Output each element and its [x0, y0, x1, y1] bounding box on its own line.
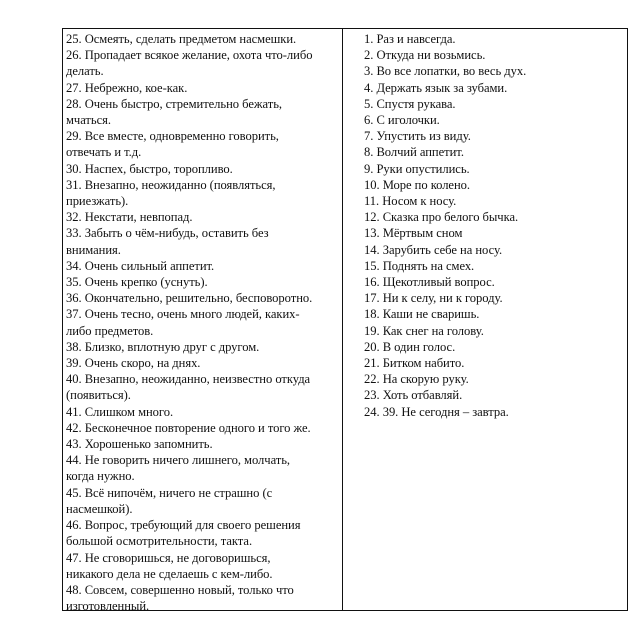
- definition-line: большой осмотрительности, такта.: [66, 534, 253, 549]
- definition-line: 26. Пропадает всякое желание, охота что-либо: [66, 48, 313, 63]
- idiom-line: 18. Каши не сваришь.: [364, 307, 480, 322]
- idiom-line: 1. Раз и навсегда.: [364, 32, 456, 46]
- definition-line: 43. Хорошенько запомнить.: [66, 437, 213, 452]
- idiom-line: 6. С иголочки.: [364, 113, 440, 128]
- definition-line: 46. Вопрос, требующий для своего решения: [66, 518, 301, 533]
- definition-line: 47. Не сговоришься, не договоришься,: [66, 550, 271, 565]
- definition-line: 45. Всё нипочём, ничего не страшно (с: [66, 485, 273, 500]
- definition-line: 41. Слишком много.: [66, 404, 174, 419]
- idiom-line: 2. Откуда ни возьмись.: [364, 48, 486, 63]
- idiom-line: 8. Волчий аппетит.: [364, 145, 464, 160]
- definition-line: когда нужно.: [66, 469, 135, 484]
- idiom-line: 9. Руки опустились.: [364, 161, 470, 176]
- idioms-column: [343, 29, 627, 610]
- idiom-line: 21. Битком набито.: [364, 356, 465, 371]
- idiom-line: 4. Держать язык за зубами.: [364, 80, 508, 95]
- idiom-line: 20. В один голос.: [364, 339, 456, 354]
- definition-line: внимания.: [66, 242, 121, 257]
- definition-line: 39. Очень скоро, на днях.: [66, 356, 201, 371]
- definition-line: 31. Внезапно, неожиданно (появляться,: [66, 177, 276, 192]
- definition-line: 36. Окончательно, решительно, бесповоротно.: [66, 291, 313, 306]
- definition-line: мчаться.: [66, 113, 111, 128]
- idiom-line: 13. Мёртвым сном: [364, 226, 463, 241]
- idiom-line: 7. Упустить из виду.: [364, 129, 471, 144]
- definition-line: 34. Очень сильный аппетит.: [66, 258, 215, 273]
- definition-line: 42. Бесконечное повторение одного и того же.: [66, 420, 311, 435]
- definition-line: 30. Наспех, быстро, торопливо.: [66, 161, 233, 176]
- idiom-line: 16. Щекотливый вопрос.: [364, 275, 495, 290]
- definition-line: 48. Совсем, совершенно новый, только что: [66, 582, 294, 597]
- definition-line: 37. Очень тесно, очень много людей, каких-: [66, 307, 300, 322]
- definition-line: 32. Некстати, невпопад.: [66, 210, 193, 225]
- idiom-line: 23. Хоть отбавляй.: [364, 388, 463, 403]
- definition-line: (появиться).: [66, 388, 131, 403]
- idiom-line: 15. Поднять на смех.: [364, 258, 475, 273]
- idiom-line: 19. Как снег на голову.: [364, 323, 484, 338]
- idiom-line: 10. Море по колено.: [364, 177, 471, 192]
- definition-line: никакого дела не сделаешь с кем-либо.: [66, 566, 273, 581]
- idiom-line: 14. Зарубить себе на носу.: [364, 242, 503, 257]
- definition-line: 27. Небрежно, кое-как.: [66, 80, 188, 95]
- idiom-line: 24. 39. Не сегодня – завтра.: [364, 404, 509, 419]
- definition-line: отвечать и т.д.: [66, 145, 142, 160]
- definition-line: 33. Забыть о чём-нибудь, оставить без: [66, 226, 269, 241]
- definition-line: либо предметов.: [66, 323, 154, 338]
- definitions-column: [63, 29, 343, 614]
- definition-line: 38. Близко, вплотную друг с другом.: [66, 339, 260, 354]
- definition-line: 44. Не говорить ничего лишнего, молчать,: [66, 453, 291, 468]
- definition-line: изготовленный.: [66, 599, 150, 614]
- definition-line: делать.: [66, 64, 104, 79]
- definition-line: насмешкой).: [66, 501, 133, 516]
- idiom-line: 3. Во все лопатки, во весь дух.: [364, 64, 527, 79]
- idiom-line: 12. Сказка про белого бычка.: [364, 210, 519, 225]
- definition-line: 40. Внезапно, неожиданно, неизвестно откуда: [66, 372, 311, 387]
- definition-line: приезжать).: [66, 194, 129, 209]
- definition-line: 25. Осмеять, сделать предметом насмешки.: [66, 32, 297, 46]
- idiom-line: 22. На скорую руку.: [364, 372, 469, 387]
- definition-line: 29. Все вместе, одновременно говорить,: [66, 129, 279, 144]
- definition-line: 28. Очень быстро, стремительно бежать,: [66, 96, 282, 111]
- idiom-line: 5. Спустя рукава.: [364, 96, 456, 111]
- idiom-line: 17. Ни к селу, ни к городу.: [364, 291, 503, 306]
- matching-table: [62, 28, 628, 614]
- idiom-line: 11. Носом к носу.: [364, 194, 457, 209]
- definition-line: 35. Очень крепко (уснуть).: [66, 275, 208, 290]
